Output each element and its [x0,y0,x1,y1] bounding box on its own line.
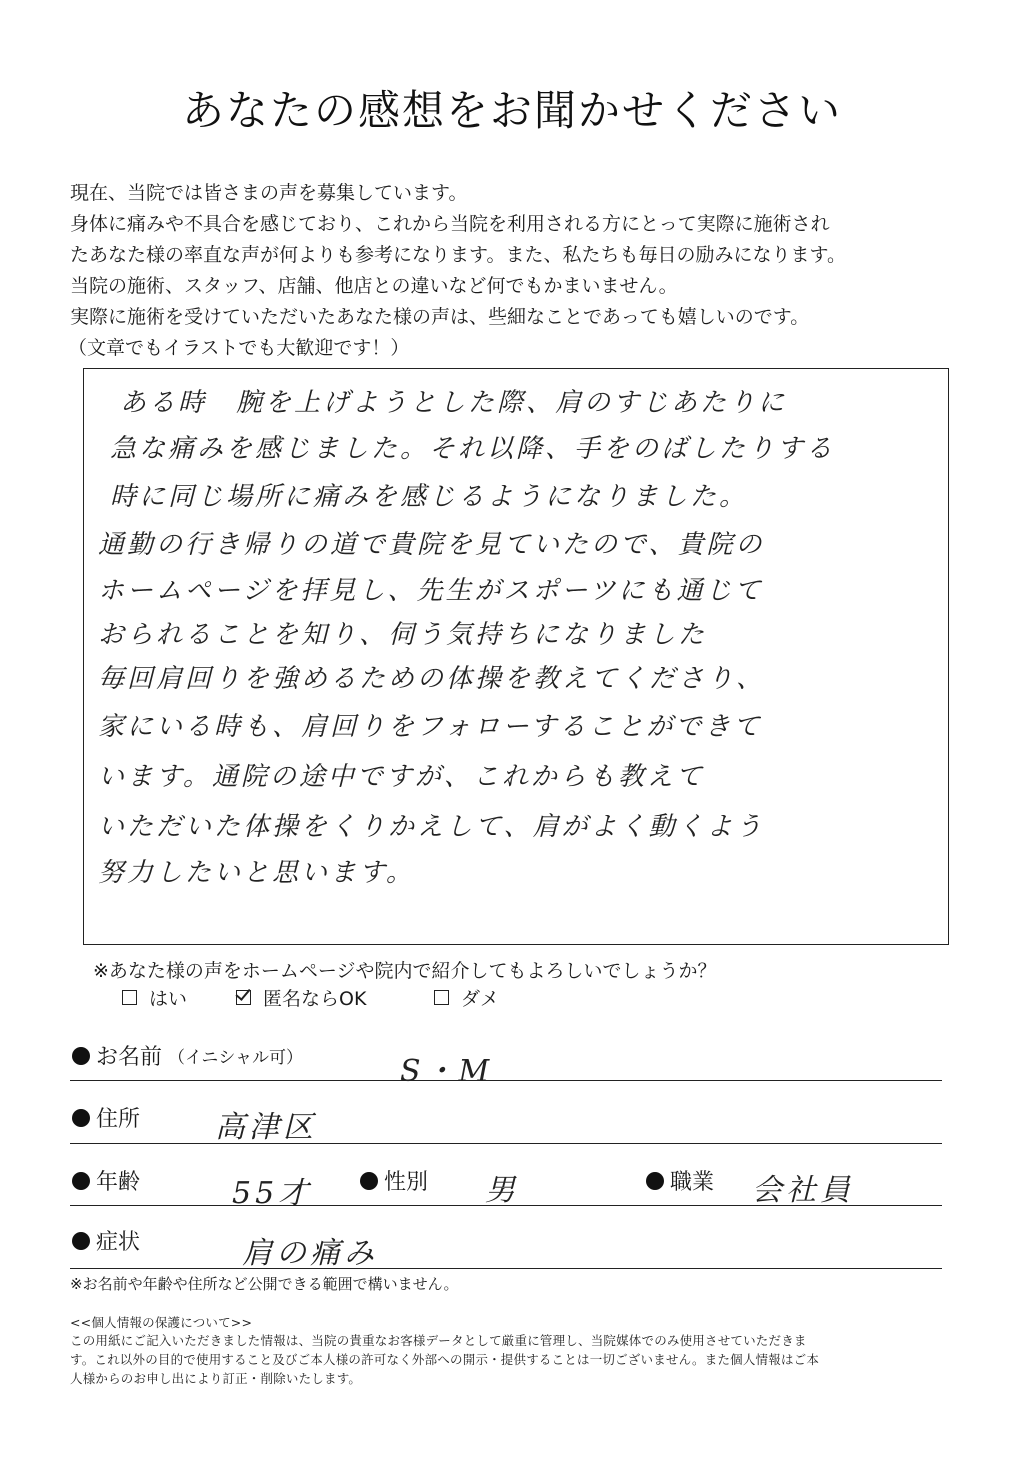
name-field-label: お名前 （イニシャル可） [72,1040,303,1071]
consent-option-anonymous[interactable] [236,984,366,1011]
age-value: 55才 [232,1176,313,1211]
comment-line: 努力したいと思います。 [98,858,415,888]
job-value: 会社員 [752,1173,854,1208]
comment-line: 家にいる時も、肩回りをフォローすることができて [98,712,763,742]
intro-line: たあなた様の率直な声が何よりも参考になります。また、私たちも毎日の励みになります。 [70,244,846,266]
comment-line: ホームページを拝見し、先生がスポーツにも通じて [98,576,764,606]
comment-line: 毎回肩回りを強めるための体操を教えてくださり、 [98,664,766,694]
privacy-line: この用紙にご記入いただきました情報は、当院の貴重なお客様データとして厳重に管理し、当院媒体でのみ使用させていただきま [70,1333,807,1348]
gender-field-label: 性別 [360,1165,428,1196]
checkbox-yes[interactable] [122,990,137,1005]
address-field-label: 住所 [72,1102,140,1133]
consent-option-label: はい [149,988,188,1010]
comment-line: ある時 腕を上げようとした際、肩のすじあたりに [120,388,788,418]
checkbox-anonymous[interactable] [236,990,251,1005]
name-value: S・M [400,1054,494,1089]
intro-line: （文章でもイラストでも大歓迎です！） [68,337,410,359]
consent-question: ※あなた様の声をホームページや院内で紹介してもよろしいでしょうか？ [93,960,717,982]
bullet-icon [72,1047,90,1065]
intro-line: 当院の施術、スタッフ、店舗、他店との違いなど何でもかまいません。 [70,275,678,297]
intro-line: 身体に痛みや不具合を感じており、これから当院を利用される方にとって実際に施術され [70,213,830,235]
checkbox-no[interactable] [434,990,449,1005]
comment-line: います。通院の途中ですが、これからも教えて [98,762,705,792]
intro-line: 実際に施術を受けていただいたあなた様の声は、些細なことであっても嬉しいのです。 [70,306,810,328]
privacy-heading: <<個人情報の保護について>> [70,1315,253,1330]
address-value: 高津区 [215,1110,317,1145]
name-underline [70,1080,942,1081]
page-title: あなたの感想をお聞かせください [181,86,842,135]
comment-line: 時に同じ場所に痛みを感じるようになりました。 [110,482,749,512]
comment-line: おられることを知り、伺う気持ちになりました [98,620,708,650]
consent-option-label: 匿名ならOK [263,988,367,1010]
privacy-line: 人様からのお申し出により訂正・削除いたします。 [70,1371,362,1386]
consent-option-yes[interactable] [122,984,187,1011]
name-field-sub: （イニシャル可） [168,1048,303,1068]
intro-line: 現在、当院では皆さまの声を募集しています。 [70,182,468,204]
symptom-value: 肩の痛み [242,1236,378,1271]
comment-line: 通勤の行き帰りの道で貴院を見ていたので、貴院の [98,530,765,560]
symptom-underline [70,1268,942,1269]
consent-option-no[interactable] [434,984,499,1011]
symptom-field-label: 症状 [72,1225,140,1256]
age-row-underline [70,1205,942,1206]
bullet-icon [72,1172,90,1190]
bullet-icon [646,1172,664,1190]
bullet-icon [72,1109,90,1127]
comment-line: いただいた体操をくりかえして、肩がよく動くよう [98,812,765,842]
job-field-label: 職業 [646,1165,714,1196]
gender-value: 男 [485,1173,519,1208]
privacy-note: ※お名前や年齢や住所など公開できる範囲で構いません。 [70,1275,459,1293]
privacy-line: す。これ以外の目的で使用すること及びご本人様の許可なく外部への開示・提供することは一切ございません。また個人情報はご本 [70,1352,820,1367]
age-field-label: 年齢 [72,1165,140,1196]
bullet-icon [360,1172,378,1190]
consent-option-label: ダメ [461,988,500,1010]
address-underline [70,1143,942,1144]
bullet-icon [72,1232,90,1250]
comment-line: 急な痛みを感じました。それ以降、手をのばしたりする [110,434,836,464]
